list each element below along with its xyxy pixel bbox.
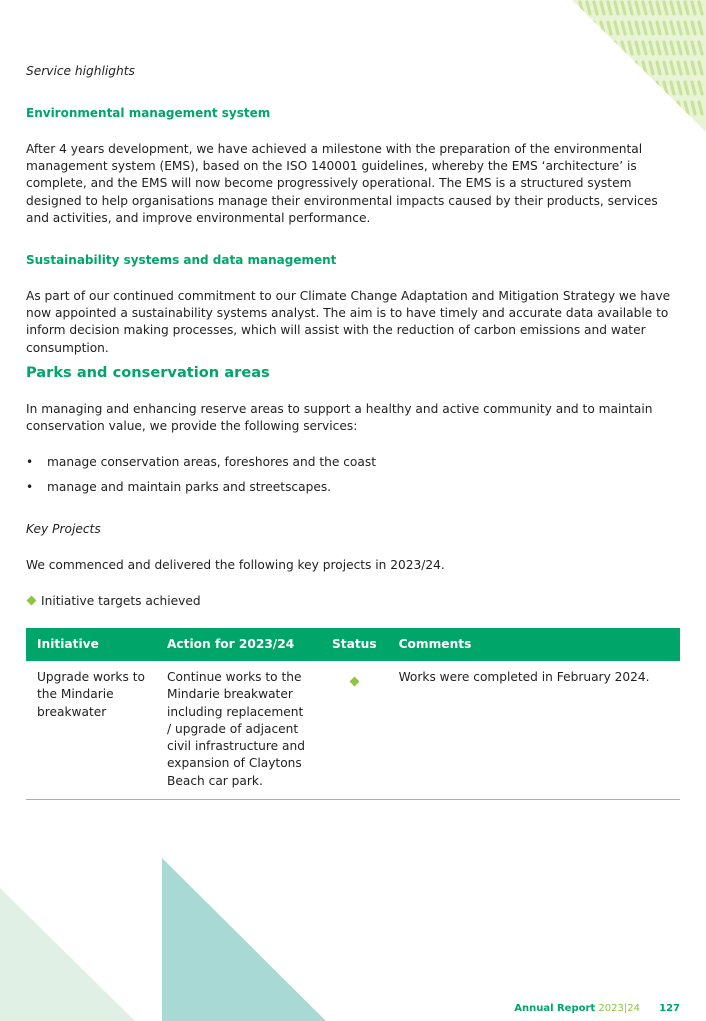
bottom-teal-triangle bbox=[162, 858, 326, 1021]
table-row bbox=[26, 661, 680, 800]
key-projects-intro: We commenced and delivered the following key projects in 2023/24. bbox=[26, 558, 445, 572]
initiatives-table bbox=[26, 628, 680, 800]
header-status: Status bbox=[321, 628, 388, 661]
ems-body: After 4 years development, we have achieved a milestone with the preparation of the environmental management system (EMS), based on the ISO 140001 guidelines, whereby the EMS ‘architecture’ is complete, and the EMS will now become progressively operational. The EMS is a structured system designed to help organisations manage their environmental impacts caused by their products, services and activities, and improve environmental performance. bbox=[26, 142, 658, 225]
cell-action: Continue works to the Mindarie breakwater including replacement / upgrade of adjacent civil infrastructure and expansion of Claytons Beach car park. bbox=[156, 661, 321, 800]
legend bbox=[26, 593, 201, 610]
cell-status bbox=[321, 661, 388, 800]
list-item bbox=[26, 479, 680, 504]
list-item-text: manage conservation areas, foreshores and the coast bbox=[47, 455, 376, 469]
cell-initiative: Upgrade works to the Mindarie breakwater bbox=[26, 661, 156, 800]
parks-intro: In managing and enhancing reserve areas to support a healthy and active community and to maintain conservation value, we provide the following services: bbox=[26, 402, 653, 434]
page-footer bbox=[514, 1003, 680, 1014]
cell-comments: Works were completed in February 2024. bbox=[388, 661, 680, 800]
table-header-row bbox=[26, 628, 680, 661]
sustainability-heading: Sustainability systems and data management bbox=[26, 253, 337, 267]
footer-year: 2023|24 bbox=[598, 1003, 640, 1014]
header-comments: Comments bbox=[388, 628, 680, 661]
services-list bbox=[26, 454, 680, 503]
green-diamond-icon bbox=[27, 595, 37, 605]
footer-label: Annual Report bbox=[514, 1003, 596, 1014]
key-projects-label: Key Projects bbox=[26, 522, 101, 536]
list-item bbox=[26, 454, 680, 479]
header-initiative: Initiative bbox=[26, 628, 156, 661]
service-highlights-label: Service highlights bbox=[26, 64, 135, 78]
green-diamond-icon bbox=[349, 677, 359, 687]
ems-heading: Environmental management system bbox=[26, 106, 271, 120]
list-item-text: manage and maintain parks and streetscapes. bbox=[47, 479, 332, 494]
corner-lime-pattern bbox=[566, 0, 706, 132]
header-action: Action for 2023/24 bbox=[156, 628, 321, 661]
bullet-icon: • bbox=[26, 479, 34, 494]
parks-heading: Parks and conservation areas bbox=[26, 364, 270, 381]
bullet-icon: • bbox=[26, 455, 34, 469]
sustainability-body: As part of our continued commitment to our Climate Change Adaptation and Mitigation Strategy we have now appointed a sustainability systems analyst. The aim is to have timely and accurate data available to inform decision making processes, which will assist with the reduction of carbon emissions and water consumption. bbox=[26, 289, 671, 355]
bottom-left-pale-triangle bbox=[0, 888, 135, 1021]
legend-text: Initiative targets achieved bbox=[41, 594, 201, 608]
page-number: 127 bbox=[659, 1003, 680, 1014]
